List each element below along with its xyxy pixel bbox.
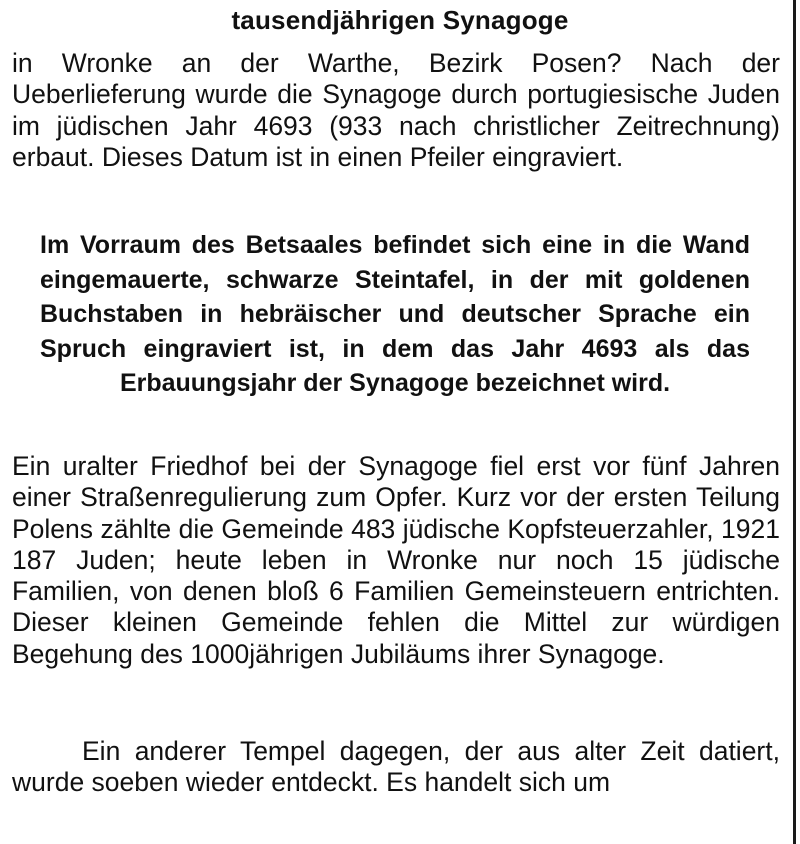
body-paragraph-3: Ein anderer Tempel dagegen, der aus alter Zeit datiert, wurde soeben wieder entdeckt. Es handelt sich um — [12, 736, 780, 798]
body-paragraph-2: Ein uralter Friedhof bei der Synagoge fiel erst vor fünf Jahren einer Straßenregulierung zum Opfer. Kurz vor der ersten Teilung Polens zählte die Gemeinde 483 jüdische Kopfsteuerzahler, 1921 187 Juden; heute leben in Wronke nur noch 15 jüdische Familien, von denen bloß 6 Familien Gemeinsteuern entrichten. Dieser kleinen Gemeinde fehlen die Mittel zur würdigen Begehung des 1000jährigen Jubiläums ihrer Synagoge. — [12, 451, 780, 669]
article-heading: tausendjährigen Synagoge — [231, 5, 569, 35]
body-paragraph-1: in Wronke an der Warthe, Bezirk Posen? Nach der Ueberlieferung wurde die Synagoge durch portugiesische Juden im jüdischen Jahr 4693 (933 nach christlicher Zeitrechnung) erbaut. Dieses Datum ist in einen Pfeiler eingraviert. — [12, 48, 780, 172]
column-rule — [793, 0, 796, 844]
bold-callout-paragraph: Im Vorraum des Betsaales befindet sich eine in die Wand eingemauerte, schwarze Steintafel, in der mit goldenen Buchstaben in hebräischer und deutscher Sprache ein Spruch eingraviert ist, in dem das Jahr 4693 als das Erbauungsjahr der Synagoge bezeichnet wird. — [40, 231, 750, 397]
